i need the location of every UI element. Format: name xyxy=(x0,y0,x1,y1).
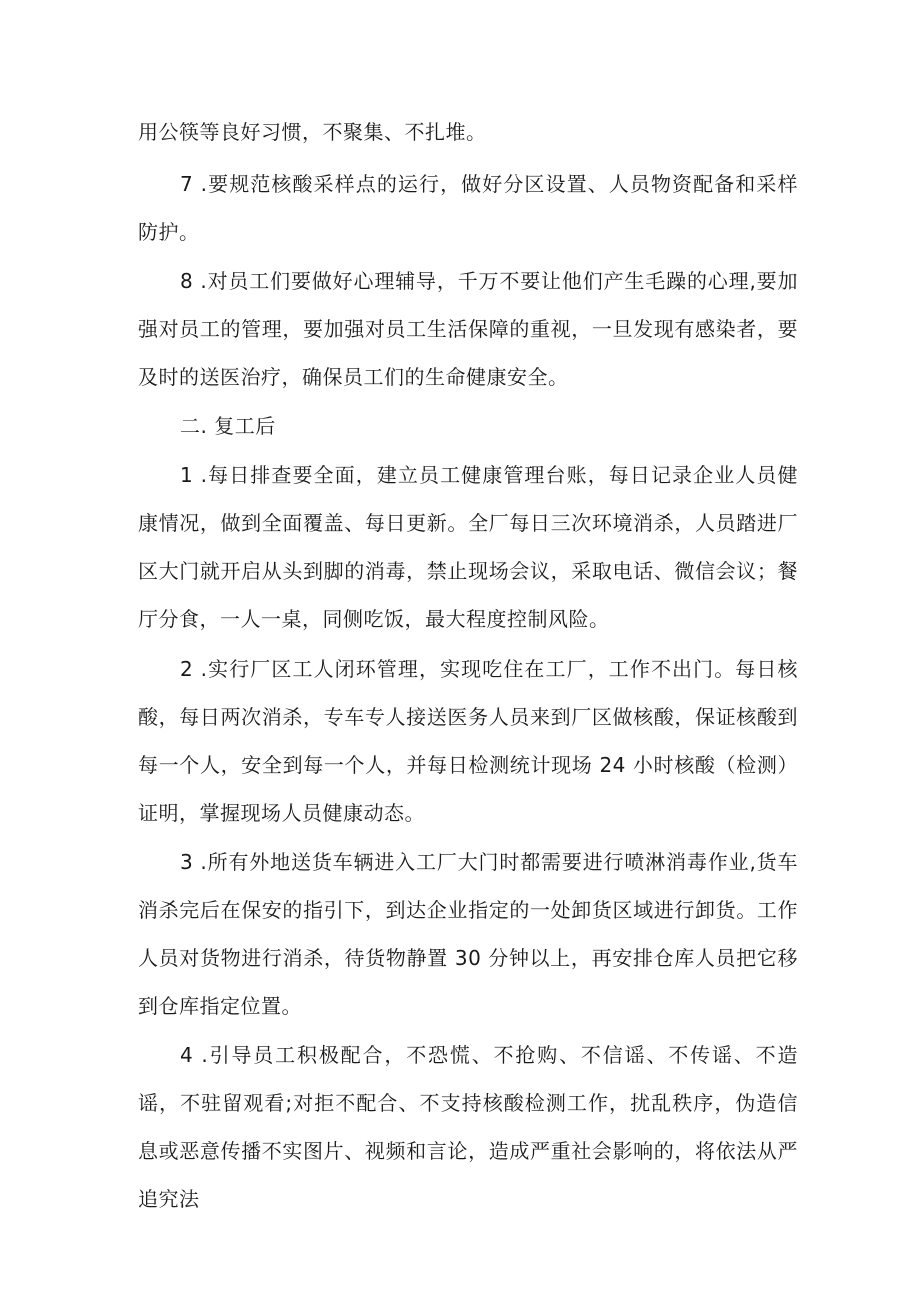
paragraph-item-1: 1 .每日排查要全面，建立员工健康管理台账，每日记录企业人员健康情况，做到全面覆盖、每日更新。全厂每日三次环境消杀，人员踏进厂区大门就开启从头到脚的消毒，禁止现场会议，采取电话、微信会议；餐厅分食，一人一桌，同侧吃饭，最大程度控制风险。 xyxy=(138,463,798,631)
section-heading-after-resumption: 二. 复工后 xyxy=(180,414,276,438)
paragraph-item-7: 7 .要规范核酸采样点的运行，做好分区设置、人员物资配备和采样防护。 xyxy=(138,172,798,244)
paragraph-item-2: 2 .实行厂区工人闭环管理，实现吃住在工厂，工作不出门。每日核酸，每日两次消杀，专车专人接送医务人员来到厂区做核酸，保证核酸到每一个人，安全到每一个人，并每日检测统计现场 24 小时核酸（检测）证明，掌握现场人员健康动态。 xyxy=(138,657,798,825)
paragraph-continuation: 用公筷等良好习惯，不聚集、不扎堆。 xyxy=(138,120,487,144)
paragraph-item-4: 4 .引导员工积极配合，不恐慌、不抢购、不信谣、不传谣、不造谣，不驻留观看;对拒不配合、不支持核酸检测工作，扰乱秩序，伪造信息或恶意传播不实图片、视频和言论，造成严重社会影响的，将依法从严追究法 xyxy=(138,1043,798,1211)
paragraph-item-3: 3 .所有外地送货车辆进入工厂大门时都需要进行喷淋消毒作业,货车消杀完后在保安的指引下，到达企业指定的一处卸货区域进行卸货。工作人员对货物进行消杀，待货物静置 30 分钟以上，再安排仓库人员把它移到仓库指定位置。 xyxy=(138,850,798,1018)
paragraph-item-8: 8 .对员工们要做好心理辅导，千万不要让他们产生毛躁的心理,要加强对员工的管理，要加强对员工生活保障的重视，一旦发现有感染者，要及时的送医治疗，确保员工们的生命健康安全。 xyxy=(138,269,798,389)
